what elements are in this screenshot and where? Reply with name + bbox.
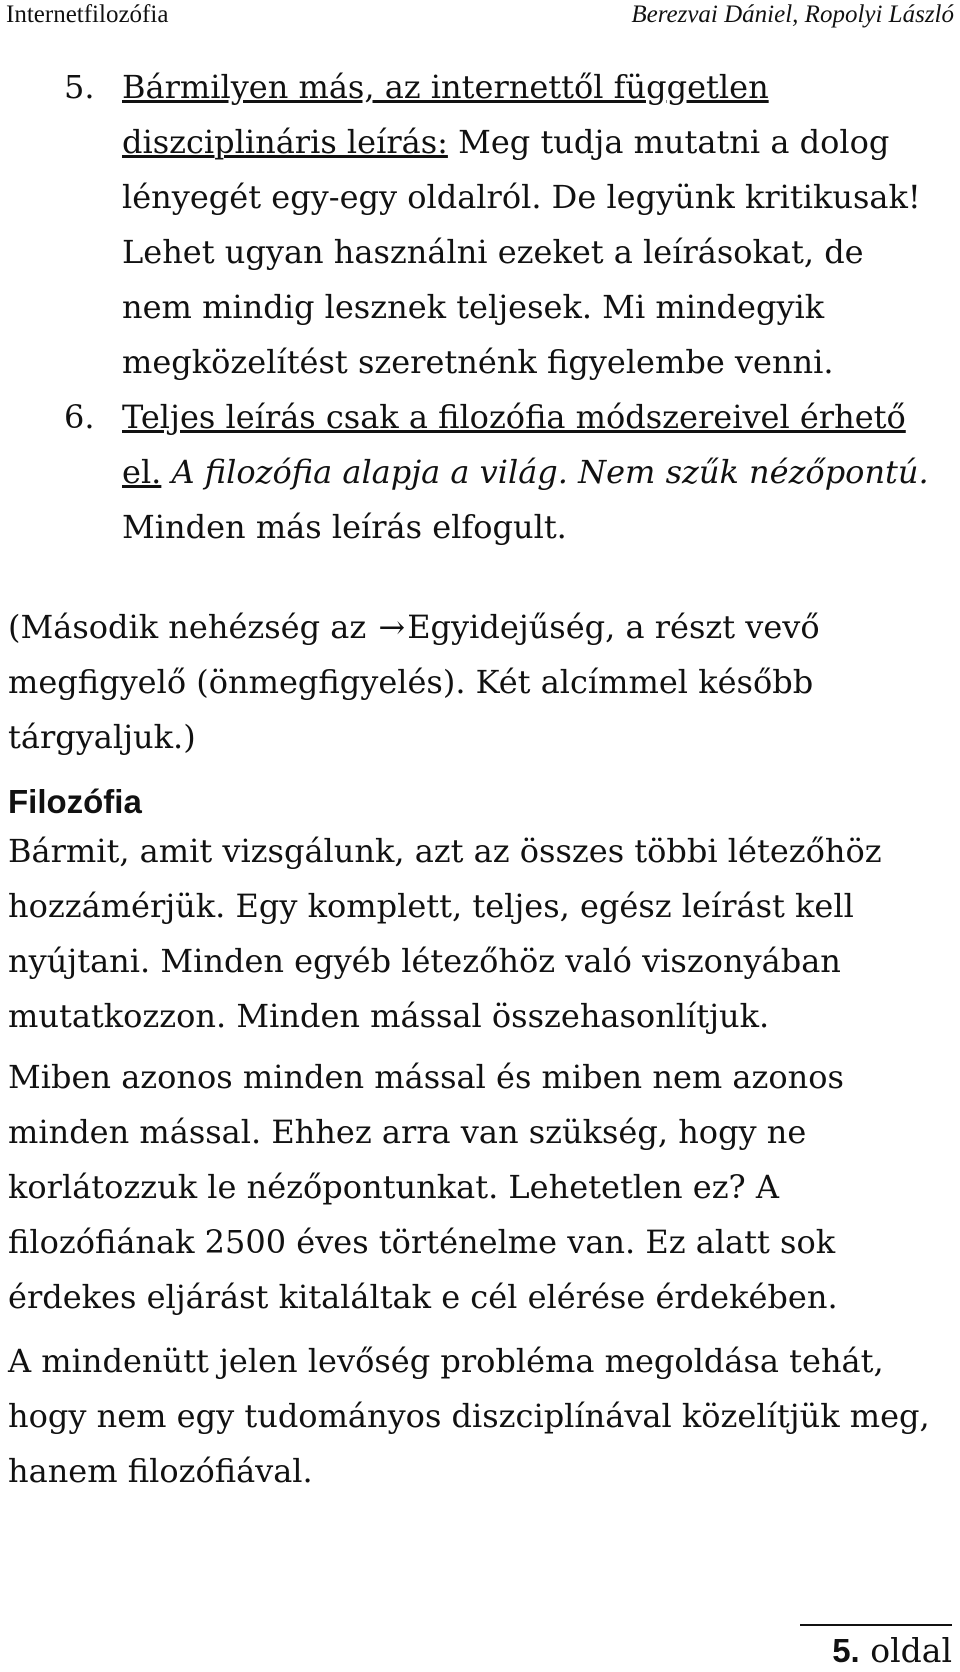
page-label: oldal bbox=[870, 1631, 952, 1670]
footer-divider bbox=[800, 1624, 952, 1626]
note-text-before: (Második nehézség az bbox=[8, 608, 377, 646]
header-authors: Berezvai Dániel, Ropolyi László bbox=[631, 1, 954, 28]
section-heading: Filozófia bbox=[8, 783, 142, 820]
list-item-text: Meg tudja mutatni a dolog lényegét egy-egy oldalról. De legyünk kritikusak! Lehet ugyan használni ezeket a leírásokat, de nem mindig lesznek teljesek. Mi mindegyik megközelítést szeretnénk figyelembe venni. bbox=[122, 123, 921, 381]
list-item-number: 5. bbox=[64, 68, 95, 106]
list-item-underlined-text: Teljes leírás csak a filozófia módszereivel érhető el. bbox=[122, 398, 906, 491]
numbered-list bbox=[0, 60, 960, 555]
list-item-5 bbox=[0, 60, 942, 390]
body-paragraph-3: A mindenütt jelen levőség probléma megoldása tehát, hogy nem egy tudományos diszciplínával közelítjük meg, hanem filozófiával. bbox=[8, 1342, 930, 1490]
body-paragraph-1: Bármit, amit vizsgálunk, azt az összes többi létezőhöz hozzámérjük. Egy komplett, teljes, egész leírást kell nyújtani. Minden egyéb létezőhöz való viszonyában mutatkozzon. Minden mással összehasonlítjuk. bbox=[8, 832, 882, 1035]
list-item-underlined-text: Bármilyen más, az internettől független diszciplináris leírás: bbox=[122, 68, 769, 161]
page-header bbox=[6, 0, 954, 30]
arrow-icon: → bbox=[378, 608, 406, 646]
list-item-6 bbox=[0, 390, 942, 555]
page-number: 5. bbox=[832, 1632, 860, 1669]
note-text-after: Egyidejűség, a részt vevő megfigyelő (önmegfigyelés). Két alcímmel később tárgyaljuk.) bbox=[8, 608, 820, 756]
note-paragraph bbox=[8, 600, 952, 765]
body-paragraph-2: Miben azonos minden mással és miben nem azonos minden mással. Ehhez arra van szükség, hogy ne korlátozzuk le nézőpontunkat. Lehetetlen ez? A filozófiának 2500 éves történelme van. Ez alatt sok érdekes eljárást kitaláltak e cél elérése érdekében. bbox=[8, 1058, 844, 1316]
list-item-number: 6. bbox=[64, 398, 95, 436]
list-item-italic-text: A filozófia alapja a világ. Nem szűk nézőpontú. bbox=[161, 453, 929, 491]
page-footer bbox=[832, 1630, 952, 1672]
header-title: Internetfilozófia bbox=[6, 1, 169, 28]
list-item-text: Minden más leírás elfogult. bbox=[122, 508, 567, 546]
